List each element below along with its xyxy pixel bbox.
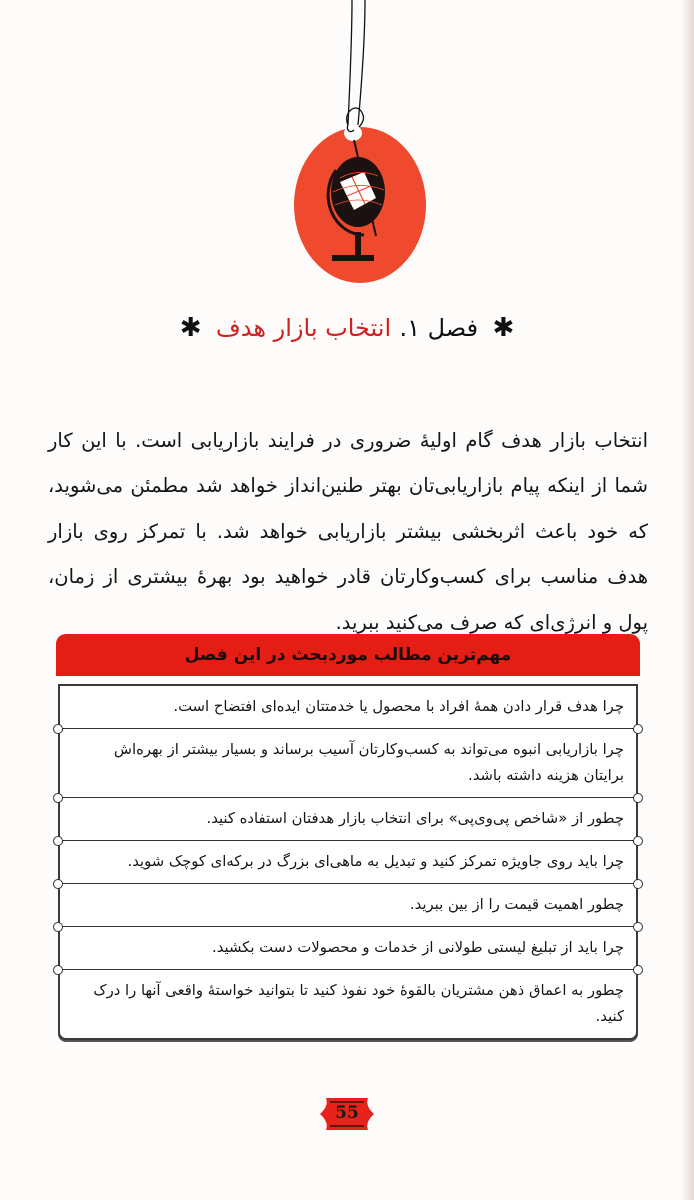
chapter-number: فصل ۱. [399,314,479,342]
topic-text: چرا باید روی جاویژه تمرکز کنید و تبدیل به ماهی‌ای بزرگ در برکه‌ای کوچک شوید. [127,853,624,870]
tag-hole [344,125,362,141]
topic-text: چرا بازاریابی انبوه می‌تواند به کسب‌وکارتان آسیب برساند و بسیار بیشتر از بهره‌اش برایتان هزینه داشته باشد. [113,741,624,784]
topic-text: چرا باید از تبلیغ لیستی طولانی از خدمات و محصولات دست بکشید. [212,939,624,956]
page-edge-shadow [680,0,694,1200]
topic-item [60,797,636,840]
connector-knob-icon [53,879,63,889]
chapter-heading [0,312,694,344]
chapter-topics-box [56,634,640,1040]
page-number: 55 [335,1103,359,1123]
tag-string [347,0,365,128]
connector-knob-icon [633,836,643,846]
connector-knob-icon [53,724,63,734]
topic-item [60,969,636,1038]
connector-knob-icon [633,879,643,889]
topics-list [58,684,638,1040]
connector-knob-icon [53,922,63,932]
topic-item [60,840,636,883]
topic-text: چطور اهمیت قیمت را از بین ببرید. [409,896,624,913]
connector-knob-icon [633,724,643,734]
star-bullet-icon: ✱ [179,313,202,343]
topics-header [56,634,640,676]
topic-text: چطور از «شاخص پی‌وی‌پی» برای انتخاب بازار هدفتان استفاده کنید. [206,810,624,827]
hanging-tag-illustration [280,0,440,290]
connector-knob-icon [53,965,63,975]
connector-knob-icon [53,793,63,803]
topic-text: چرا هدف قرار دادن همهٔ افراد با محصول یا خدمتتان ایده‌ای افتضاح است. [173,698,624,715]
topic-item [60,883,636,926]
star-bullet-icon: ✱ [492,313,515,343]
topic-item [60,686,636,728]
connector-knob-icon [633,965,643,975]
topics-header-title: مهم‌ترین مطالب موردبحث در این فصل [184,645,512,665]
topic-text: چطور به اعماق ذهن مشتریان بالقوهٔ خود نفوذ کنید تا بتوانید خواستهٔ واقعی آنها را درک کنید. [93,982,624,1025]
connector-knob-icon [633,922,643,932]
topic-item [60,926,636,969]
topic-item [60,728,636,797]
connector-knob-icon [53,836,63,846]
connector-knob-icon [633,793,643,803]
intro-paragraph: انتخاب بازار هدف گام اولیهٔ ضروری در فرایند بازاریابی است. با این کار شما از اینکه پیام بازاریابی‌تان بهتر طنین‌انداز خواهد شد مطمئن می‌شوید، که خود باعث اثربخشی بیشتر بازاریابی خواهد شد. با تمرکز روی بازار هدف مناسب برای کسب‌وکارتان قادر خواهید بود بهرهٔ بیشتری از زمان، پول و انرژی‌ای که صرف می‌کنید ببرید. [48,428,648,634]
chapter-title: انتخاب بازار هدف [215,314,392,342]
